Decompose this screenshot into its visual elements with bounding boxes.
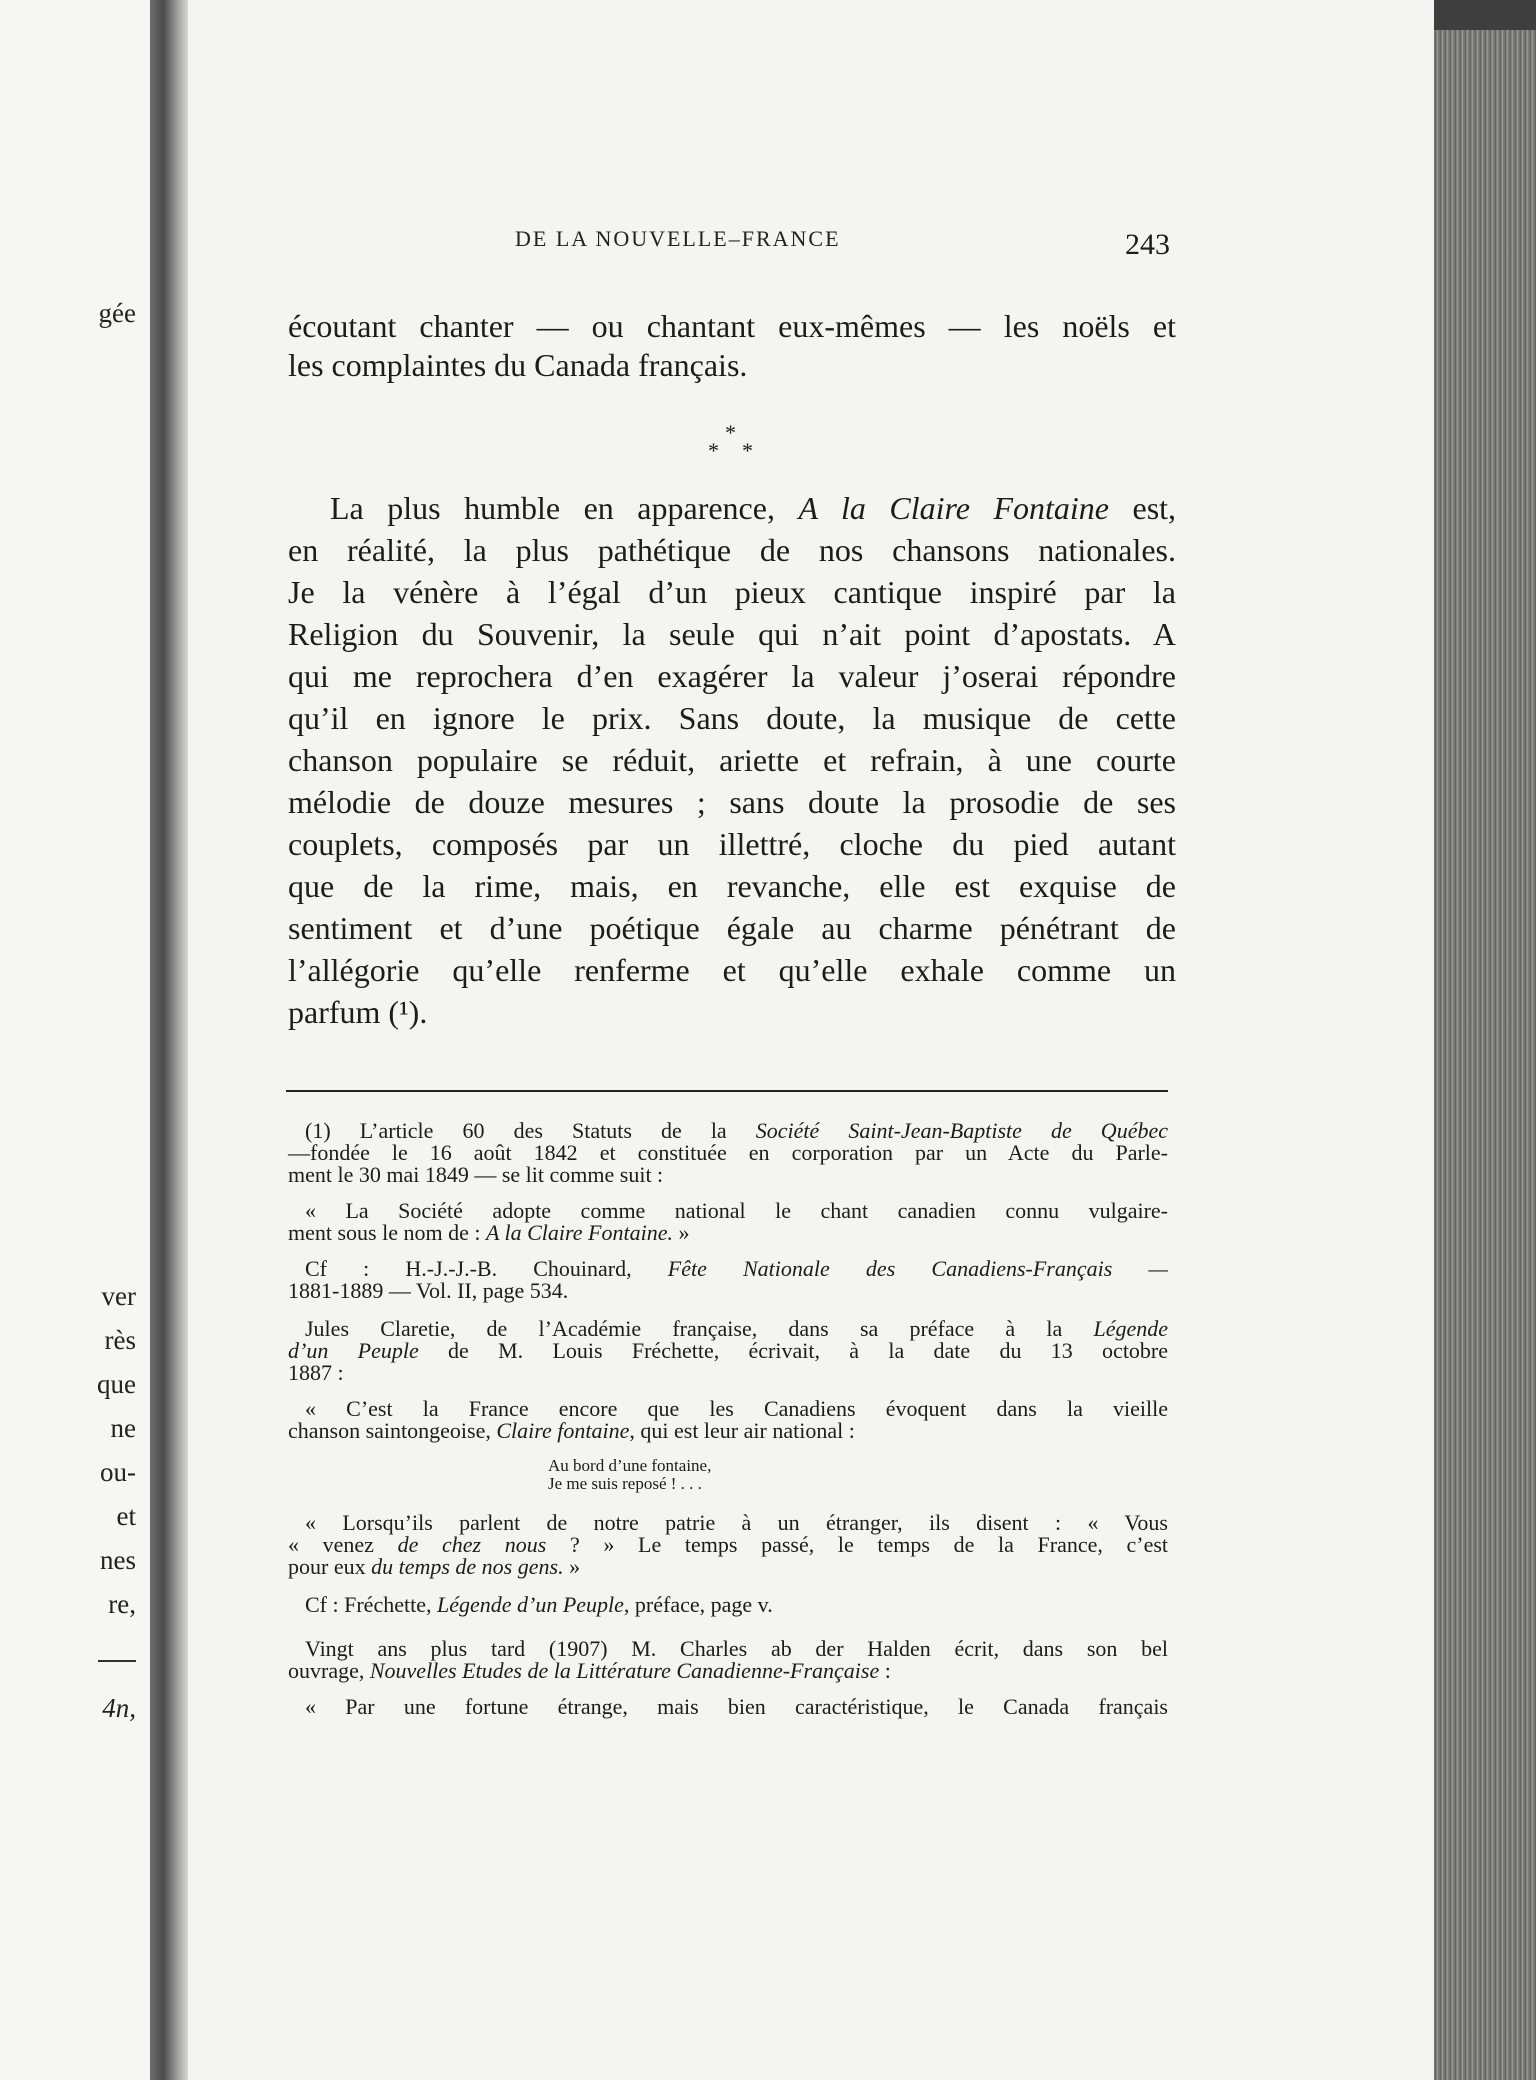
footnote-text: de M. Louis Fréchette, écrivait, à la date du 13 octobre (448, 1338, 1169, 1363)
footnote-line (305, 1120, 1168, 1142)
footnote-line: ment le 30 mai 1849 — se lit comme suit : (288, 1162, 664, 1187)
footnote-rule (286, 1090, 1168, 1092)
running-head-title: DE LA NOUVELLE–FRANCE (515, 226, 841, 251)
page-number: 243 (1125, 228, 1170, 261)
left-page-fragment: 4n, (102, 1693, 136, 1723)
footnote-italic: Légende d’un Peuple (436, 1592, 624, 1617)
body-line: en réalité, la plus pathétique de nos chansons nationales. (288, 532, 1176, 568)
footnote-text: « venez (288, 1532, 374, 1557)
page-edge-shadow (1434, 0, 1536, 30)
footnote-line: « La Société adopte comme national le chant canadien connu vulgaire- (305, 1198, 1168, 1223)
asterism-star: * (725, 420, 736, 445)
footnote-italic: d’un Peuple (288, 1338, 419, 1363)
body-line: Je la vénère à l’égal d’un pieux cantique inspiré par la (288, 574, 1176, 610)
body-text: est, (1132, 490, 1177, 526)
footnote-text: , qui est leur air national : (629, 1418, 855, 1443)
footnote-line (305, 1318, 1168, 1340)
book-gutter (150, 0, 188, 2080)
asterism (700, 420, 760, 470)
body-line: mélodie de douze mesures ; sans doute la prosodie de ses (288, 784, 1176, 820)
left-page-fragment: et (116, 1501, 136, 1531)
footnote-line (305, 1594, 1168, 1616)
body-line: qui me reprochera d’en exagérer la valeur j’oserai répondre (288, 658, 1176, 694)
body-line: qu’il en ignore le prix. Sans doute, la musique de cette (288, 700, 1176, 736)
body-line: sentiment et d’une poétique égale au charme pénétrant de (288, 910, 1176, 946)
body-line (330, 492, 1176, 524)
left-page-fragment: gée (98, 298, 136, 328)
footnote-line: 1887 : (288, 1360, 344, 1385)
footnote-italic: Nouvelles Etudes de la Littérature Canadienne-Française (369, 1658, 880, 1683)
footnote-text: ouvrage, (288, 1658, 365, 1683)
page-stack-edge (1434, 30, 1536, 2080)
footnote-line: « Lorsqu’ils parlent de notre patrie à un étranger, ils disent : « Vous (305, 1510, 1168, 1535)
left-page-fragment: ou- (100, 1457, 136, 1487)
left-page-fragment: rès (104, 1325, 136, 1355)
body-line: Religion du Souvenir, la seule qui n’ait point d’apostats. A (288, 616, 1176, 652)
body-line: couplets, composés par un illettré, cloche du pied autant (288, 826, 1176, 862)
left-page-fragment: que (97, 1369, 136, 1399)
body-text: La plus humble en apparence, (330, 490, 775, 526)
footnote-line: « C’est la France encore que les Canadiens évoquent dans la vieille (305, 1396, 1168, 1421)
footnote-line: —fondée le 16 août 1842 et constituée en corporation par un Acte du Parle- (288, 1140, 1168, 1165)
left-page-fragment: ver (101, 1281, 136, 1311)
footnote-line (305, 1258, 1168, 1280)
left-page-rule (98, 1660, 136, 1662)
footnote-italic: Société Saint-Jean-Baptiste de Québec (755, 1118, 1168, 1143)
footnote-text: (1) L’article 60 des Statuts de la (305, 1118, 727, 1143)
footnote-italic: Claire fontaine (496, 1418, 630, 1443)
footnote-line (288, 1340, 1168, 1362)
left-page-fragment: ne (110, 1413, 136, 1443)
verse-line: Au bord d’une fontaine, (548, 1456, 712, 1475)
footnote-text: Jules Claretie, de l’Académie française, dans sa préface à la (305, 1316, 1063, 1341)
song-title: A la Claire Fontaine (798, 490, 1109, 526)
footnote-italic: de chez nous (397, 1532, 547, 1557)
footnote-italic: Légende (1093, 1316, 1169, 1341)
body-line: les complaintes du Canada français. (288, 347, 748, 383)
left-page-fragment: nes (100, 1545, 136, 1575)
footnote-text: chanson saintongeoise, (288, 1418, 491, 1443)
asterism-star: * (742, 438, 753, 463)
left-page-fragment: re, (108, 1589, 136, 1619)
footnote-italic: A la Claire Fontaine. (485, 1220, 673, 1245)
asterism-star: * (708, 438, 719, 463)
verse-line: Je me suis reposé ! . . . (548, 1474, 702, 1493)
footnote-line (288, 1556, 1168, 1578)
footnote-text: Cf : H.-J.-J.-B. Chouinard, (305, 1256, 632, 1281)
footnote-text: : (879, 1658, 891, 1683)
footnote-line (288, 1534, 1168, 1556)
body-line: que de la rime, mais, en revanche, elle est exquise de (288, 868, 1176, 904)
body-line: chanson populaire se réduit, ariette et refrain, à une courte (288, 742, 1176, 778)
footnote-line (288, 1660, 1168, 1682)
footnote-text: » (569, 1554, 581, 1579)
footnote-line (288, 1222, 1168, 1244)
footnote-text: » (678, 1220, 690, 1245)
footnote-line (288, 1420, 1168, 1442)
footnote-line: « Par une fortune étrange, mais bien caractéristique, le Canada français (305, 1694, 1168, 1719)
body-line: écoutant chanter — ou chantant eux-mêmes — les noëls et (288, 308, 1176, 344)
footnote-italic: du temps de nos gens. (371, 1554, 564, 1579)
footnote-text: ment sous le nom de : (288, 1220, 481, 1245)
footnote-text: , préface, page v. (623, 1592, 773, 1617)
footnote-line: 1881-1889 — Vol. II, page 534. (288, 1278, 569, 1303)
footnote-line: Vingt ans plus tard (1907) M. Charles ab der Halden écrit, dans son bel (305, 1636, 1168, 1661)
left-facing-page (0, 0, 150, 2080)
footnote-italic: Fête Nationale des Canadiens-Français — (667, 1256, 1168, 1281)
body-line: l’allégorie qu’elle renferme et qu’elle exhale comme un (288, 952, 1176, 988)
footnote-text: Cf : Fréchette, (305, 1592, 432, 1617)
footnote-text: ? » Le temps passé, le temps de la France, c’est (569, 1532, 1169, 1557)
body-line: parfum (¹). (288, 994, 428, 1030)
footnote-text: pour eux (288, 1554, 366, 1579)
